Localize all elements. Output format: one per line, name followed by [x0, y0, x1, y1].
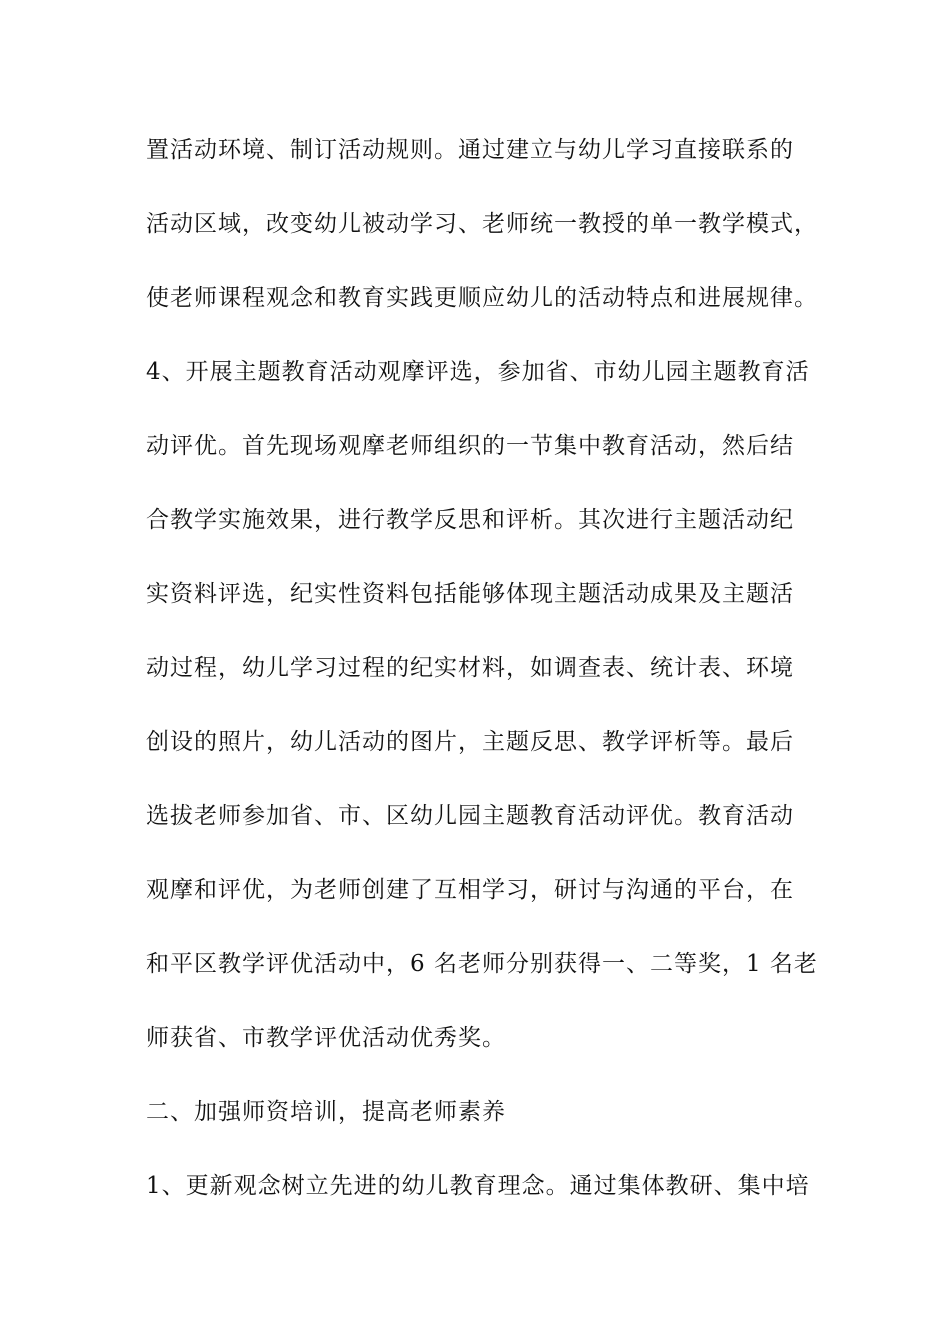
paragraph-line: 活动区域，改变幼儿被动学习、老师统一教授的单一教学模式，	[146, 211, 818, 237]
paragraph-line: 置活动环境、制订活动规则。通过建立与幼儿学习直接联系的	[146, 137, 794, 163]
paragraph-line: 4、开展主题教育活动观摩评选，参加省、市幼儿园主题教育活	[146, 359, 810, 385]
paragraph-line: 观摩和评优，为老师创建了互相学习，研讨与沟通的平台，在	[146, 877, 794, 903]
paragraph-line: 动过程，幼儿学习过程的纪实材料，如调查表、统计表、环境	[146, 655, 794, 681]
section-heading: 二、加强师资培训，提高老师素养	[146, 1099, 506, 1125]
paragraph-line: 和平区教学评优活动中，6 名老师分别获得一、二等奖，1 名老	[146, 951, 818, 977]
paragraph-line: 创设的照片，幼儿活动的图片，主题反思、教学评析等。最后	[146, 729, 794, 755]
paragraph-line: 1、更新观念树立先进的幼儿教育理念。通过集体教研、集中培	[146, 1173, 810, 1199]
paragraph-line: 合教学实施效果，进行教学反思和评析。其次进行主题活动纪	[146, 507, 794, 533]
paragraph-line: 选拔老师参加省、市、区幼儿园主题教育活动评优。教育活动	[146, 803, 794, 829]
paragraph-line: 使老师课程观念和教育实践更顺应幼儿的活动特点和进展规律。	[146, 285, 818, 311]
paragraph-line: 实资料评选，纪实性资料包括能够体现主题活动成果及主题活	[146, 581, 794, 607]
paragraph-line: 动评优。首先现场观摩老师组织的一节集中教育活动，然后结	[146, 433, 794, 459]
paragraph-line: 师获省、市教学评优活动优秀奖。	[146, 1025, 506, 1051]
